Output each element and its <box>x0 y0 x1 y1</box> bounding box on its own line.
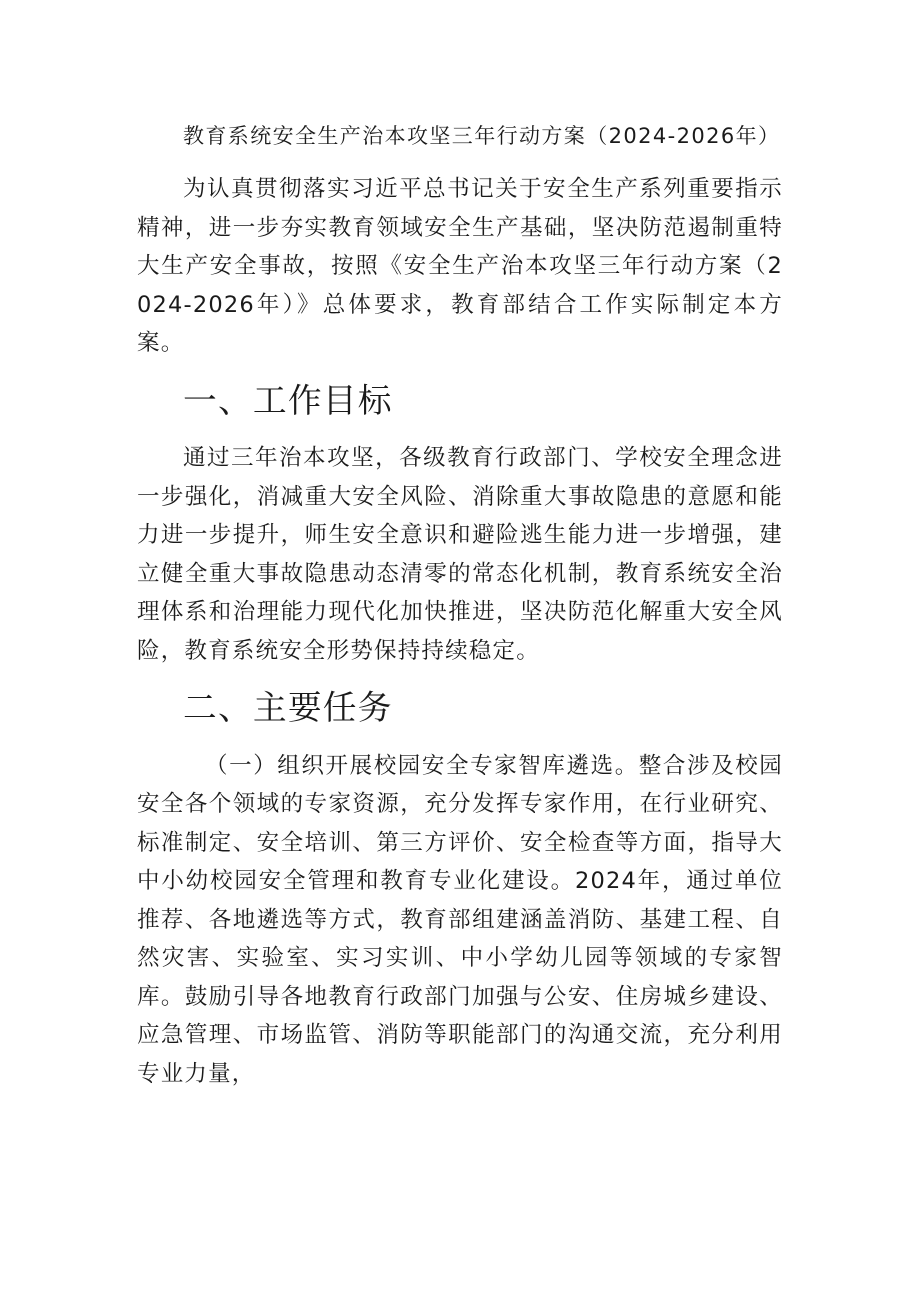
document-title: 教育系统安全生产治本攻坚三年行动方案（2024-2026年） <box>183 124 781 148</box>
task-1-paragraph: （一）组织开展校园安全专家智库遴选。整合涉及校园安全各个领域的专家资源，充分发挥专家作用，在行业研究、标准制定、安全培训、第三方评价、安全检查等方面，指导大中小幼校园安全管理和教育专业化建设。2024年，通过单位推荐、各地遴选等方式，教育部组建涵盖消防、基建工程、自然灾害、实验室、实习实训、中小学幼儿园等领域的专家智库。鼓励引导各地教育行政部门加强与公安、住房城乡建设、应急管理、市场监管、消防等职能部门的沟通交流，充分利用专业力量， <box>137 752 783 1087</box>
section-heading-tasks: 二、主要任务 <box>183 688 393 727</box>
intro-paragraph: 为认真贯彻落实习近平总书记关于安全生产系列重要指示精神，进一步夯实教育领域安全生产基础，坚决防范遏制重特大生产安全事故，按照《安全生产治本攻坚三年行动方案（2024-2026年）》总体要求，教育部结合工作实际制定本方案。 <box>137 176 783 356</box>
document-body <box>137 121 783 1112</box>
goals-paragraph: 通过三年治本攻坚，各级教育行政部门、学校安全理念进一步强化，消减重大安全风险、消除重大事故隐患的意愿和能力进一步提升，师生安全意识和避险逃生能力进一步增强，建立健全重大事故隐患动态清零的常态化机制，教育系统安全治理体系和治理能力现代化加快推进，坚决防范化解重大安全风险，教育系统安全形势保持持续稳定。 <box>137 445 783 664</box>
section-heading-goals: 一、工作目标 <box>183 380 393 420</box>
